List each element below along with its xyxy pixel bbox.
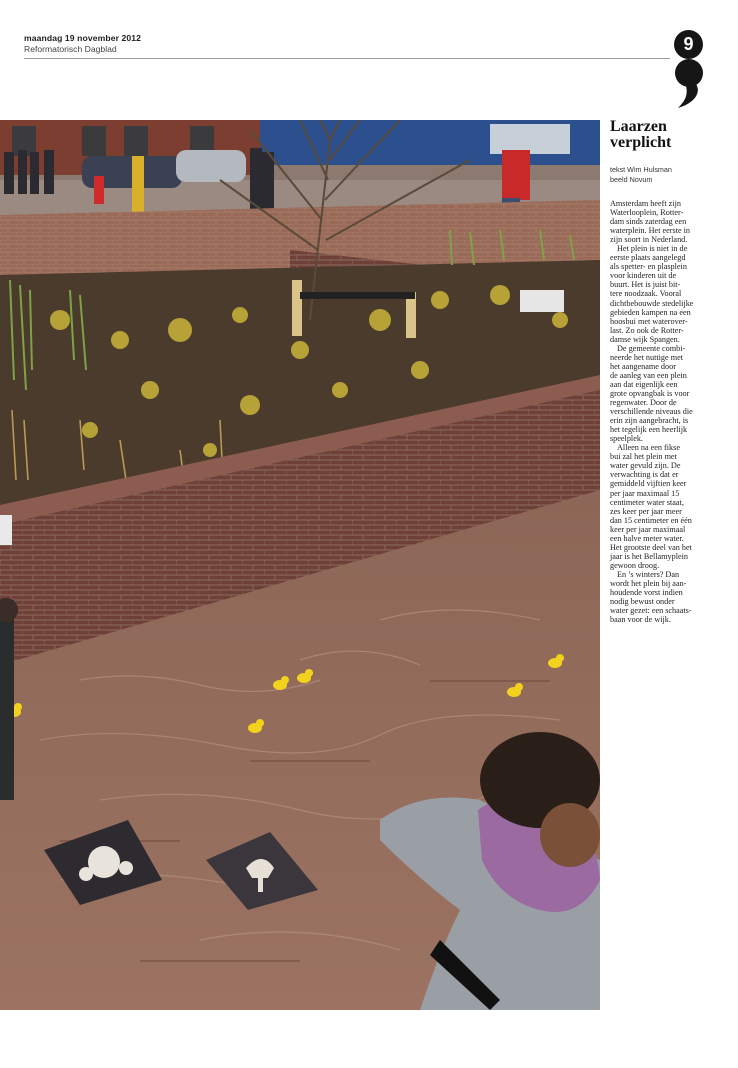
paragraph-line: waterplein. Het eerste in — [610, 226, 691, 236]
paragraph-line: voor kinderen uit de — [610, 271, 677, 281]
paragraph-line: het aangename door — [610, 361, 676, 371]
paragraph-line: erin zijn aangebracht, is — [610, 416, 689, 426]
article-credits — [610, 165, 705, 185]
article-column — [610, 119, 705, 624]
paragraph-line: zes keer per jaar meer — [610, 506, 682, 516]
main-photo — [0, 120, 600, 1010]
paragraph-line: dam sinds zaterdag een — [610, 217, 687, 227]
paragraph-line: dichtbebouwde stedelijke — [610, 298, 694, 308]
comma-logo-icon — [672, 56, 708, 110]
article-headline — [610, 119, 705, 151]
paragraph-line: verschillende niveaus die — [610, 407, 693, 417]
paragraph-line: de aanleg van een plein — [610, 370, 687, 380]
paragraph-line: Waterlooplein, Rotter- — [610, 208, 684, 218]
paragraph-line: nodig bewust onder — [610, 597, 675, 607]
paragraph-line: verwachting is dat er — [610, 470, 679, 480]
paragraph-line: als spetter- en plasplein — [610, 262, 687, 272]
article-paragraph — [610, 199, 705, 244]
paragraph-line: zijn soort in Nederland. — [610, 235, 688, 245]
paragraph-line: last. Zo ook de Rotter- — [610, 325, 684, 335]
paragraph-line: aan dat eigenlijk een — [610, 379, 678, 389]
headline-line: Laarzen — [610, 118, 667, 135]
header-rule — [24, 58, 670, 59]
paragraph-line: water gevuld zijn. De — [610, 461, 681, 471]
paragraph-line: het tegelijk een heerlijk — [610, 425, 688, 435]
paragraph-line: En ’s winters? Dan — [617, 569, 680, 579]
paragraph-line: regenwater. Door de — [610, 398, 677, 408]
paragraph-line: Het grootste deel van het — [610, 542, 692, 552]
article-paragraph — [610, 443, 705, 570]
article-paragraph — [610, 570, 705, 624]
page-header — [24, 33, 670, 54]
paragraph-line: Amsterdam heeft zijn — [610, 199, 681, 208]
issue-date: maandag 19 november 2012 — [24, 33, 142, 43]
paragraph-line: Het plein is niet in de — [617, 244, 688, 254]
photo-credit: beeld Novum — [610, 175, 653, 184]
paragraph-line: wordt het plein bij aan- — [610, 578, 687, 588]
paragraph-line: damse wijk Spangen. — [610, 334, 680, 344]
paragraph-line: gebieden kampen na een — [610, 307, 691, 317]
headline-line: verplicht — [610, 134, 672, 151]
paragraph-line: Alleen na een fikse — [617, 443, 680, 453]
paragraph-line: baan voor de wijk. — [610, 615, 671, 625]
paragraph-line: bui zal het plein met — [610, 452, 677, 462]
paragraph-line: eerste plaats aangelegd — [610, 253, 686, 263]
paragraph-line: gewoon droog. — [610, 560, 660, 570]
paragraph-line: per jaar maximaal 15 — [610, 488, 680, 498]
page-number-badge: 9 — [674, 30, 703, 59]
paragraph-line: centimeter water staat, — [610, 497, 684, 507]
paragraph-line: neerde het nuttige met — [610, 352, 683, 362]
article-body — [610, 199, 705, 624]
paragraph-line: hoosbui met waterover- — [610, 316, 688, 326]
paragraph-line: dan 15 centimeter en één — [610, 515, 692, 525]
publication-name: Reformatorisch Dagblad — [24, 44, 117, 54]
article-paragraph — [610, 344, 705, 444]
paragraph-line: jaar is het Bellamyplein — [610, 551, 688, 561]
text-credit: tekst Wim Hulsman — [610, 165, 672, 174]
paragraph-line: buurt. Het is juist bit- — [610, 280, 681, 290]
paragraph-line: een halve meter water. — [610, 533, 684, 543]
paragraph-line: grote opvangbak is voor — [610, 388, 690, 398]
paragraph-line: speelplek. — [610, 434, 643, 444]
article-paragraph — [610, 244, 705, 344]
paragraph-line: houdende vorst indien — [610, 588, 683, 598]
paragraph-line: De gemeente combi- — [617, 343, 686, 353]
paragraph-line: tere noodzaak. Vooral — [610, 289, 682, 299]
paragraph-line: keer per jaar maximaal — [610, 524, 686, 534]
paragraph-line: water gezet: een schaats- — [610, 606, 692, 616]
paragraph-line: gemiddeld vijftien keer — [610, 479, 687, 489]
